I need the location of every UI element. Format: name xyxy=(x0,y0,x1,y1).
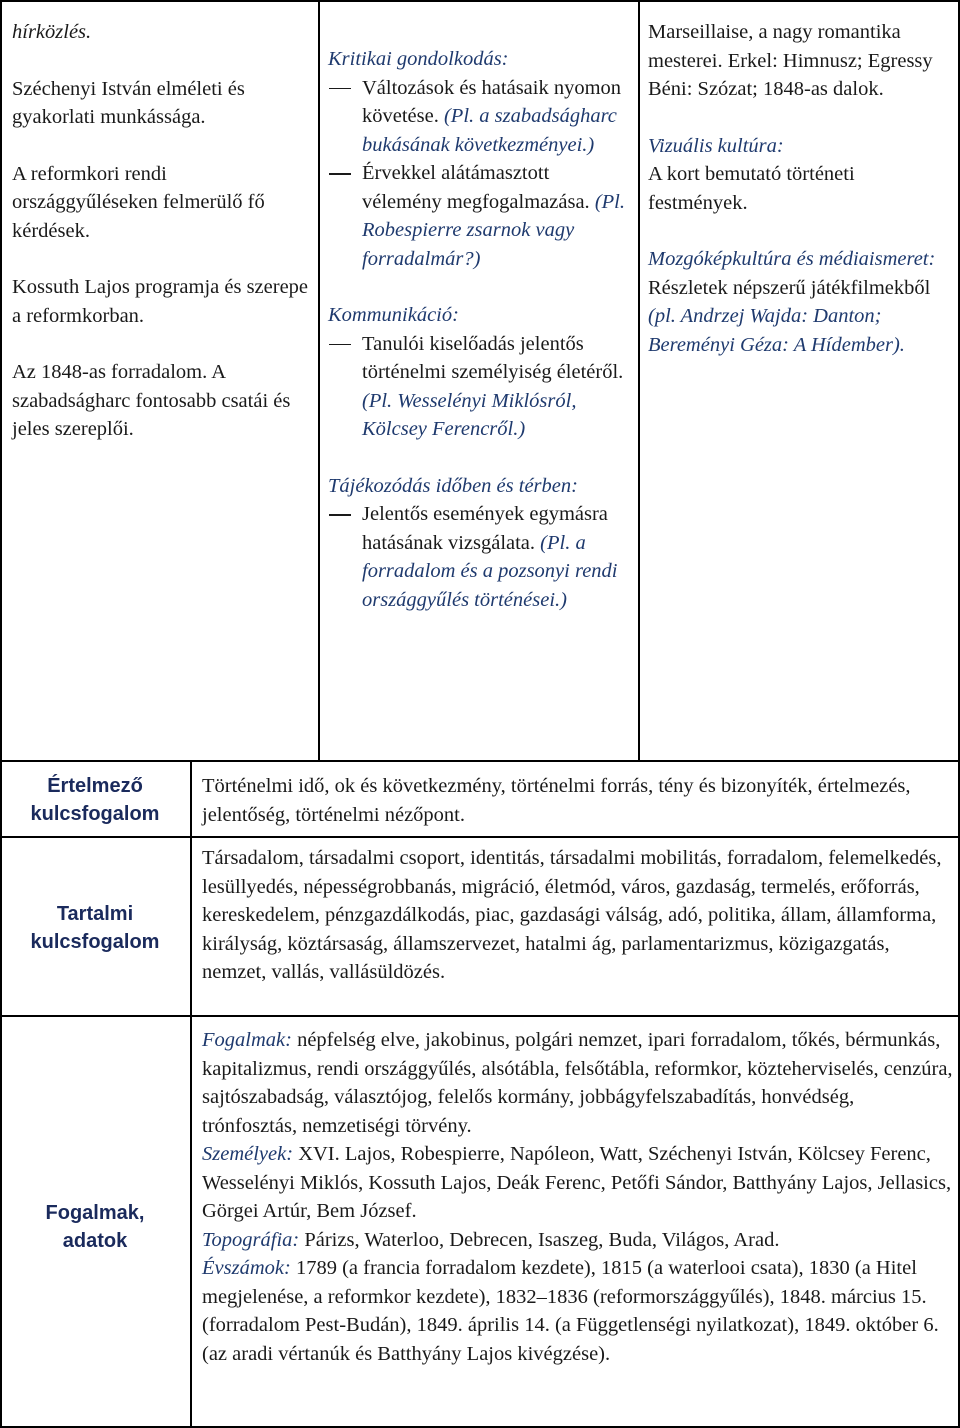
section-title-kommunikacio: Kommunikáció: xyxy=(328,304,459,326)
tartalmi-content: Társadalom, társadalmi csoport, identitás, társadalmi mobilitás, forradalom, felemelkedés, lesüllyedés, népességrobbanás, migráció, életmód, város, gazdaság, termelés, erőforrás, kereskedelem, pénzgazdálkodás, piac, gazdasági válság, adó, politika, állam, államforma, királyság, köztársaság, államszervezet, hatalmi ág, parlamentarizmus, közigazgatás, nemzet, vallás, vallásüldözés. xyxy=(202,847,942,983)
bullet-example: (Pl. Wesselényi Miklósról, Kölcsey Ferencről.) xyxy=(362,389,577,440)
bullet-text: Tanulói kiselőadás jelentős történelmi személyiség életéről. xyxy=(362,332,624,383)
mozgokep-text: Részletek népszerű játékfilmekből xyxy=(648,276,931,299)
table-border-bottom xyxy=(0,1426,960,1428)
bullet-item xyxy=(328,159,633,273)
bullet-example: (Pl. a forradalom és a pozsonyi rendi országgyűlés történései.) xyxy=(362,531,618,611)
szemelyek-text: XVI. Lajos, Robespierre, Napóleon, Watt, Széchenyi István, Kölcsey Ferenc, Wesselényi Miklós, Kossuth Lajos, Deák Ferenc, Petőfi Sándor, Batthyány Lajos, Jellasics, Görgei Artúr, Bem József. xyxy=(202,1143,952,1222)
topic-item: Széchenyi István elméleti és gyakorlati munkássága. xyxy=(12,77,245,128)
row-divider-ertelmezo xyxy=(0,836,960,838)
topografia-key: Topográfia: xyxy=(202,1228,300,1251)
section-title-vizualis: Vizuális kultúra: xyxy=(648,134,784,157)
row-label-fogalmak: Fogalmak, adatok xyxy=(45,1202,145,1252)
bullet-item xyxy=(328,74,633,160)
table-border-right xyxy=(958,0,960,1428)
row-divider-tartalmi xyxy=(0,1015,960,1017)
fogalmak-key: Fogalmak: xyxy=(202,1029,292,1051)
topic-item: A reformkori rendi országgyűléseken felmerülő fő kérdések. xyxy=(12,162,265,242)
topic-item: Az 1848-as forradalom. A szabadságharc fontosabb csatái és jeles szereplői. xyxy=(12,361,291,440)
szemelyek-key: Személyek: xyxy=(202,1143,294,1165)
ertelmezo-content: Történelmi idő, ok és következmény, történelmi forrás, tény és bizonyíték, értelmezés, jelentőség, történelmi nézőpont. xyxy=(202,775,911,826)
table-border-top xyxy=(0,0,960,2)
topografia-paragraph xyxy=(202,1226,954,1255)
fogalmak-text: népfelség elve, jakobinus, polgári nemzet, ipari forradalom, tőkés, bérmunkás, kapitalizmus, rendi országgyűlés, alsótábla, felsőtábla, reformkor, közteherviselés, cenzúra, sajtószabadság, választójog, felelős kormány, jobbágyfelszabadítás, honvédség, trónfosztás, nemzetiségi törvény. xyxy=(202,1029,953,1137)
fogalmak-paragraph xyxy=(202,1026,954,1140)
vizualis-text: A kort bemutató történeti festmények. xyxy=(648,163,855,214)
bullet-text: Jelentős események egymásra hatásának vizsgálata. xyxy=(362,503,608,554)
mozgokep-example: (pl. Andrzej Wajda: Danton; Bereményi Géza: A Hídember). xyxy=(648,305,905,356)
label-column-divider xyxy=(190,760,192,1428)
skills-column xyxy=(328,45,633,614)
topografia-text: Párizs, Waterloo, Debrecen, Isaszeg, Buda, Világos, Arad. xyxy=(299,1228,780,1251)
column-divider-1 xyxy=(318,0,320,760)
row-divider-top-section xyxy=(0,760,960,762)
section-title-tajekozodas: Tájékozódás időben és térben: xyxy=(328,474,578,497)
bullet-example: (Pl. a szabadságharc bukásának következményei.) xyxy=(362,105,617,156)
topic-item: Kossuth Lajos programja és szerepe a reformkorban. xyxy=(12,276,309,327)
evszamok-paragraph xyxy=(202,1254,954,1368)
column-divider-2 xyxy=(638,0,640,760)
evszamok-key: Évszámok: xyxy=(202,1257,291,1279)
section-title-mozgokep: Mozgóképkultúra és médiaismeret: xyxy=(648,248,936,270)
bullet-example: (Pl. Robespierre zsarnok vagy forradalmár?) xyxy=(362,190,625,270)
bullet-text: Érvekkel alátámasztott vélemény megfogalmazása. xyxy=(362,162,590,213)
bullet-item xyxy=(328,330,633,444)
szemelyek-paragraph xyxy=(202,1140,954,1226)
section-title-kritikai: Kritikai gondolkodás: xyxy=(328,48,509,70)
music-text: Marseillaise, a nagy romantika mesterei. Erkel: Himnusz; Egressy Béni: Szózat; 1848-as dalok. xyxy=(648,21,933,100)
topic-continuation: hírközlés. xyxy=(12,21,92,43)
row-label-ertelmezo: Értelmező kulcsfogalom xyxy=(30,775,160,825)
mozgokep-paragraph xyxy=(648,274,953,360)
bullet-item xyxy=(328,500,633,614)
topics-column xyxy=(12,18,312,472)
connections-column xyxy=(648,18,953,359)
fogalmak-content xyxy=(202,1026,954,1368)
row-label-tartalmi: Tartalmi kulcsfogalom xyxy=(30,903,160,953)
evszamok-text: 1789 (a francia forradalom kezdete), 1815 (a waterlooi csata), 1830 (a Hitel megjelenése, a reformkor kezdete), 1832–1836 (reformországgyűlés), 1848. március 15. (forradalom Pest-Budán), 1849. április 14. (a Függetlenségi nyilatkozat), 1849. október 6. (az aradi vértanúk és Batthyány Lajos kivégzése). xyxy=(202,1257,939,1365)
bullet-text: Változások és hatásaik nyomon követése. xyxy=(362,76,622,127)
